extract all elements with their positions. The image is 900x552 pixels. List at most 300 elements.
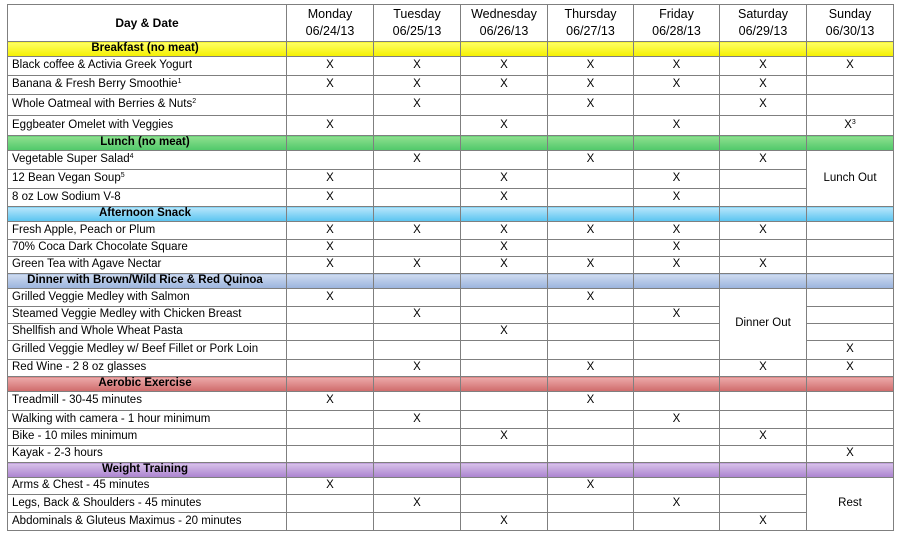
plan-row (8, 360, 894, 377)
day-mark-cell (461, 240, 548, 257)
day-mark-cell (634, 222, 720, 240)
plan-row (8, 57, 894, 76)
check-mark: X (759, 430, 767, 443)
day-mark-cell (287, 478, 374, 495)
check-mark: X (500, 258, 508, 271)
check-mark: X (586, 153, 595, 166)
day-mark-cell (287, 411, 374, 429)
check-mark: X (672, 78, 681, 91)
day-mark-cell (720, 116, 807, 136)
section-title: Dinner with Brown/Wild Rice & Red Quinoa (8, 274, 287, 289)
plan-row (8, 151, 894, 170)
day-mark-cell (461, 222, 548, 240)
check-mark: X (759, 59, 767, 72)
day-mark-cell (548, 341, 634, 360)
plan-row (8, 392, 894, 411)
day-mark-cell (461, 392, 548, 411)
day-mark-cell (374, 392, 461, 411)
day-header (634, 5, 720, 42)
day-name: Saturday (737, 7, 789, 22)
item-label: Legs, Back & Shoulders - 45 minutes (12, 496, 202, 509)
day-mark-cell (287, 151, 374, 170)
day-date: 06/27/13 (566, 24, 615, 38)
item-label: Red Wine - 2 8 oz glasses (12, 361, 147, 374)
day-mark-cell (720, 360, 807, 377)
item-label: Black coffee & Activia Greek Yogurt (12, 59, 193, 72)
day-mark-cell (548, 495, 634, 513)
day-mark-cell (461, 411, 548, 429)
item-label: Walking with camera - 1 hour minimum (12, 412, 211, 425)
day-mark-cell (461, 170, 548, 189)
day-mark-cell (634, 170, 720, 189)
item-label-cell (8, 240, 287, 257)
item-label-cell (8, 289, 287, 307)
section-band-cell (720, 463, 807, 478)
check-mark: X (672, 118, 681, 131)
plan-row (8, 257, 894, 274)
check-mark: X (586, 479, 595, 492)
check-mark: X (846, 447, 854, 460)
check-mark: X (326, 223, 334, 236)
section-title: Weight Training (8, 463, 287, 478)
check-mark: X (500, 241, 508, 254)
day-mark-cell (720, 478, 807, 495)
check-mark: X (672, 496, 681, 509)
section-band-cell (374, 463, 461, 478)
day-mark-cell (548, 95, 634, 116)
section-band-cell (807, 274, 894, 289)
day-name: Sunday (828, 7, 872, 22)
day-mark-cell (287, 392, 374, 411)
section-band-cell (461, 377, 548, 392)
item-label: 70% Coca Dark Chocolate Square (12, 241, 188, 254)
check-mark: X (326, 241, 334, 254)
day-mark-cell (807, 429, 894, 446)
section-band-cell (548, 42, 634, 57)
item-label-cell (8, 429, 287, 446)
check-mark: X (413, 98, 421, 111)
item-label-cell (8, 478, 287, 495)
day-mark-cell (461, 116, 548, 136)
day-mark-cell (461, 76, 548, 95)
day-mark-cell (374, 429, 461, 446)
section-header-row (8, 136, 894, 151)
day-mark-cell (548, 360, 634, 377)
check-mark: X (413, 258, 421, 271)
day-mark-cell (548, 478, 634, 495)
section-band-cell (634, 377, 720, 392)
item-label-cell (8, 95, 287, 116)
day-mark-cell (287, 446, 374, 463)
day-mark-cell (548, 411, 634, 429)
day-name: Tuesday (393, 7, 441, 22)
plan-row (8, 446, 894, 463)
plan-row (8, 513, 894, 531)
day-mark-cell (461, 189, 548, 207)
day-name: Monday (307, 7, 353, 22)
day-mark-cell (807, 341, 894, 360)
section-band-cell (374, 136, 461, 151)
day-mark-cell (374, 341, 461, 360)
day-mark-cell (720, 257, 807, 274)
item-label: Arms & Chest - 45 minutes (12, 479, 150, 492)
section-band-cell (634, 136, 720, 151)
plan-row (8, 76, 894, 95)
day-mark-cell (807, 116, 894, 136)
check-mark: X (844, 118, 852, 131)
item-label: Banana & Fresh Berry Smoothie (12, 78, 178, 91)
section-title: Lunch (no meat) (8, 136, 287, 151)
day-header (548, 5, 634, 42)
section-title: Aerobic Exercise (8, 377, 287, 392)
section-band-cell (807, 42, 894, 57)
section-band-cell (461, 42, 548, 57)
check-mark: X (413, 153, 421, 166)
day-mark-cell (807, 222, 894, 240)
day-mark-cell (634, 392, 720, 411)
day-mark-cell (548, 324, 634, 341)
section-band-cell (720, 207, 807, 222)
day-mark-cell (374, 495, 461, 513)
section-band-cell (461, 274, 548, 289)
day-mark-cell (720, 222, 807, 240)
day-mark-cell (287, 116, 374, 136)
day-mark-cell (374, 57, 461, 76)
section-band-cell (807, 207, 894, 222)
day-mark-cell (287, 57, 374, 76)
day-mark-cell (634, 446, 720, 463)
day-mark-cell (548, 116, 634, 136)
day-mark-cell (548, 257, 634, 274)
day-mark-cell (807, 411, 894, 429)
section-band-cell (287, 377, 374, 392)
item-label: Eggbeater Omelet with Veggies (12, 118, 174, 131)
check-mark: X (586, 78, 595, 91)
item-label-cell (8, 411, 287, 429)
section-band-cell (720, 274, 807, 289)
plan-row (8, 116, 894, 136)
day-name: Thursday (564, 7, 617, 22)
check-mark: X (586, 98, 595, 111)
check-mark: X (326, 172, 334, 185)
day-mark-cell (374, 324, 461, 341)
item-label: Green Tea with Agave Nectar (12, 258, 162, 271)
day-mark-cell (374, 307, 461, 324)
item-label-cell (8, 341, 287, 360)
day-mark-cell (807, 324, 894, 341)
check-mark: X (672, 59, 681, 72)
item-label: Steamed Veggie Medley with Chicken Breast (12, 308, 242, 321)
check-mark: X (413, 308, 421, 321)
item-label-cell (8, 170, 287, 189)
day-name: Friday (659, 7, 694, 22)
day-mark-cell (461, 360, 548, 377)
footnote-marker: 2 (192, 98, 197, 106)
section-band-cell (548, 207, 634, 222)
day-mark-cell (634, 76, 720, 95)
day-mark-cell (461, 341, 548, 360)
day-mark-cell (461, 429, 548, 446)
day-mark-cell (634, 360, 720, 377)
item-label: Bike - 10 miles minimum (12, 430, 138, 443)
day-mark-cell (548, 289, 634, 307)
day-date: 06/24/13 (305, 24, 355, 38)
weekly-plan-table (7, 4, 894, 531)
check-mark: X (500, 59, 508, 72)
item-label: 8 oz Low Sodium V-8 (12, 190, 121, 203)
check-mark: X (586, 223, 595, 236)
day-mark-cell (287, 429, 374, 446)
section-band-cell (807, 463, 894, 478)
footnote-marker: 1 (177, 78, 182, 86)
day-mark-cell (374, 289, 461, 307)
day-mark-cell (461, 446, 548, 463)
section-band-cell (374, 207, 461, 222)
day-mark-cell (287, 240, 374, 257)
item-label-cell (8, 57, 287, 76)
item-label-cell (8, 513, 287, 531)
section-band-cell (548, 377, 634, 392)
day-mark-cell (634, 324, 720, 341)
day-mark-cell (374, 151, 461, 170)
day-mark-cell (548, 222, 634, 240)
section-band-cell (720, 42, 807, 57)
plan-row (8, 222, 894, 240)
check-mark: X (500, 118, 508, 131)
day-mark-cell (634, 341, 720, 360)
item-label-cell (8, 392, 287, 411)
day-mark-cell (461, 495, 548, 513)
item-label: Grilled Veggie Medley w/ Beef Fillet or Pork Loin (12, 343, 259, 356)
section-band-cell (548, 463, 634, 478)
check-mark: X (326, 190, 334, 203)
day-header (720, 5, 807, 42)
plan-row (8, 411, 894, 429)
day-mark-cell (548, 307, 634, 324)
section-band-cell (548, 136, 634, 151)
section-band-cell (287, 207, 374, 222)
section-title: Afternoon Snack (8, 207, 287, 222)
day-date: 06/26/13 (479, 24, 529, 38)
day-mark-cell (374, 95, 461, 116)
day-mark-cell (720, 495, 807, 513)
section-header-row (8, 274, 894, 289)
section-band-cell (807, 377, 894, 392)
dinner-out-note: Dinner Out (720, 289, 807, 360)
day-mark-cell (807, 289, 894, 307)
check-mark: X (586, 59, 595, 72)
day-header (807, 5, 894, 42)
day-mark-cell (807, 392, 894, 411)
header-row (8, 5, 894, 42)
day-mark-cell (461, 513, 548, 531)
day-mark-cell (720, 411, 807, 429)
section-band-cell (634, 207, 720, 222)
footnote-marker: 5 (120, 172, 125, 180)
day-mark-cell (548, 76, 634, 95)
section-band-cell (461, 136, 548, 151)
section-band-cell (374, 42, 461, 57)
item-label-cell (8, 360, 287, 377)
check-mark: X (672, 172, 681, 185)
check-mark: X (413, 412, 421, 425)
day-mark-cell (634, 411, 720, 429)
day-mark-cell (720, 240, 807, 257)
day-mark-cell (461, 324, 548, 341)
check-mark: X (500, 172, 508, 185)
check-mark: X (586, 361, 595, 374)
check-mark: X (326, 394, 334, 407)
day-mark-cell (807, 257, 894, 274)
day-mark-cell (374, 76, 461, 95)
section-band-cell (374, 274, 461, 289)
section-band-cell (374, 377, 461, 392)
item-label: Abdominals & Gluteus Maximus - 20 minutes (12, 514, 242, 527)
section-header-row (8, 463, 894, 478)
section-band-cell (548, 274, 634, 289)
day-mark-cell (374, 170, 461, 189)
day-mark-cell (374, 411, 461, 429)
check-mark: X (759, 98, 767, 111)
item-label-cell (8, 151, 287, 170)
day-mark-cell (634, 57, 720, 76)
day-mark-cell (287, 341, 374, 360)
section-band-cell (634, 42, 720, 57)
day-mark-cell (287, 307, 374, 324)
check-mark: X (846, 361, 854, 374)
check-mark: X (413, 78, 421, 91)
day-mark-cell (548, 170, 634, 189)
item-label-cell (8, 446, 287, 463)
check-mark: X (500, 223, 508, 236)
plan-row (8, 170, 894, 189)
check-mark: X (413, 361, 421, 374)
day-mark-cell (634, 257, 720, 274)
item-label-cell (8, 116, 287, 136)
check-mark: X (672, 223, 681, 236)
day-mark-cell (807, 95, 894, 116)
day-mark-cell (287, 170, 374, 189)
check-mark: X (846, 343, 854, 356)
day-mark-cell (287, 360, 374, 377)
rest-note: Rest (807, 478, 894, 531)
day-mark-cell (374, 189, 461, 207)
day-mark-cell (634, 289, 720, 307)
day-mark-cell (461, 257, 548, 274)
plan-row (8, 289, 894, 307)
check-mark: X (586, 394, 595, 407)
item-label-cell (8, 189, 287, 207)
day-mark-cell (287, 495, 374, 513)
section-band-cell (287, 463, 374, 478)
item-label: 12 Bean Vegan Soup (12, 172, 121, 185)
day-mark-cell (720, 513, 807, 531)
day-mark-cell (634, 151, 720, 170)
item-label: Whole Oatmeal with Berries & Nuts (12, 98, 193, 111)
check-mark: X (672, 190, 681, 203)
day-mark-cell (287, 222, 374, 240)
day-mark-cell (634, 478, 720, 495)
day-mark-cell (548, 151, 634, 170)
day-mark-cell (634, 95, 720, 116)
day-mark-cell (461, 95, 548, 116)
day-mark-cell (287, 189, 374, 207)
item-label-cell (8, 76, 287, 95)
check-mark: X (672, 412, 681, 425)
item-label: Shellfish and Whole Wheat Pasta (12, 325, 183, 338)
day-mark-cell (807, 446, 894, 463)
section-band-cell (634, 274, 720, 289)
check-mark: X (326, 290, 334, 303)
corner-label: Day & Date (8, 5, 287, 42)
check-mark: X (672, 258, 681, 271)
check-mark: X (586, 290, 595, 303)
plan-row (8, 189, 894, 207)
check-mark: X (759, 361, 767, 374)
day-mark-cell (634, 495, 720, 513)
footnote-marker: 4 (129, 153, 134, 161)
day-mark-cell (720, 429, 807, 446)
day-mark-cell (807, 360, 894, 377)
item-label-cell (8, 495, 287, 513)
footnote-marker: 3 (851, 118, 856, 126)
day-date: 06/29/13 (738, 24, 788, 38)
day-mark-cell (548, 513, 634, 531)
item-label: Treadmill - 30-45 minutes (12, 394, 142, 407)
check-mark: X (500, 190, 508, 203)
check-mark: X (759, 258, 767, 271)
day-mark-cell (634, 116, 720, 136)
plan-row (8, 240, 894, 257)
item-label-cell (8, 222, 287, 240)
item-label: Grilled Veggie Medley with Salmon (12, 290, 190, 303)
day-mark-cell (720, 189, 807, 207)
day-mark-cell (374, 222, 461, 240)
day-mark-cell (548, 57, 634, 76)
section-band-cell (461, 463, 548, 478)
day-mark-cell (720, 57, 807, 76)
day-mark-cell (720, 170, 807, 189)
day-mark-cell (634, 429, 720, 446)
check-mark: X (759, 153, 767, 166)
section-band-cell (634, 463, 720, 478)
day-mark-cell (461, 151, 548, 170)
check-mark: X (500, 78, 508, 91)
check-mark: X (326, 78, 334, 91)
day-mark-cell (374, 116, 461, 136)
day-mark-cell (548, 189, 634, 207)
check-mark: X (326, 59, 334, 72)
section-header-row (8, 207, 894, 222)
section-band-cell (720, 136, 807, 151)
check-mark: X (326, 258, 334, 271)
day-mark-cell (287, 513, 374, 531)
day-mark-cell (461, 289, 548, 307)
item-label-cell (8, 307, 287, 324)
day-mark-cell (807, 307, 894, 324)
day-mark-cell (634, 189, 720, 207)
day-mark-cell (374, 513, 461, 531)
day-mark-cell (807, 57, 894, 76)
day-mark-cell (548, 392, 634, 411)
section-band-cell (461, 207, 548, 222)
section-band-cell (287, 136, 374, 151)
section-band-cell (287, 274, 374, 289)
day-mark-cell (461, 307, 548, 324)
day-mark-cell (374, 257, 461, 274)
item-label: Vegetable Super Salad (12, 153, 130, 166)
check-mark: X (500, 514, 508, 527)
